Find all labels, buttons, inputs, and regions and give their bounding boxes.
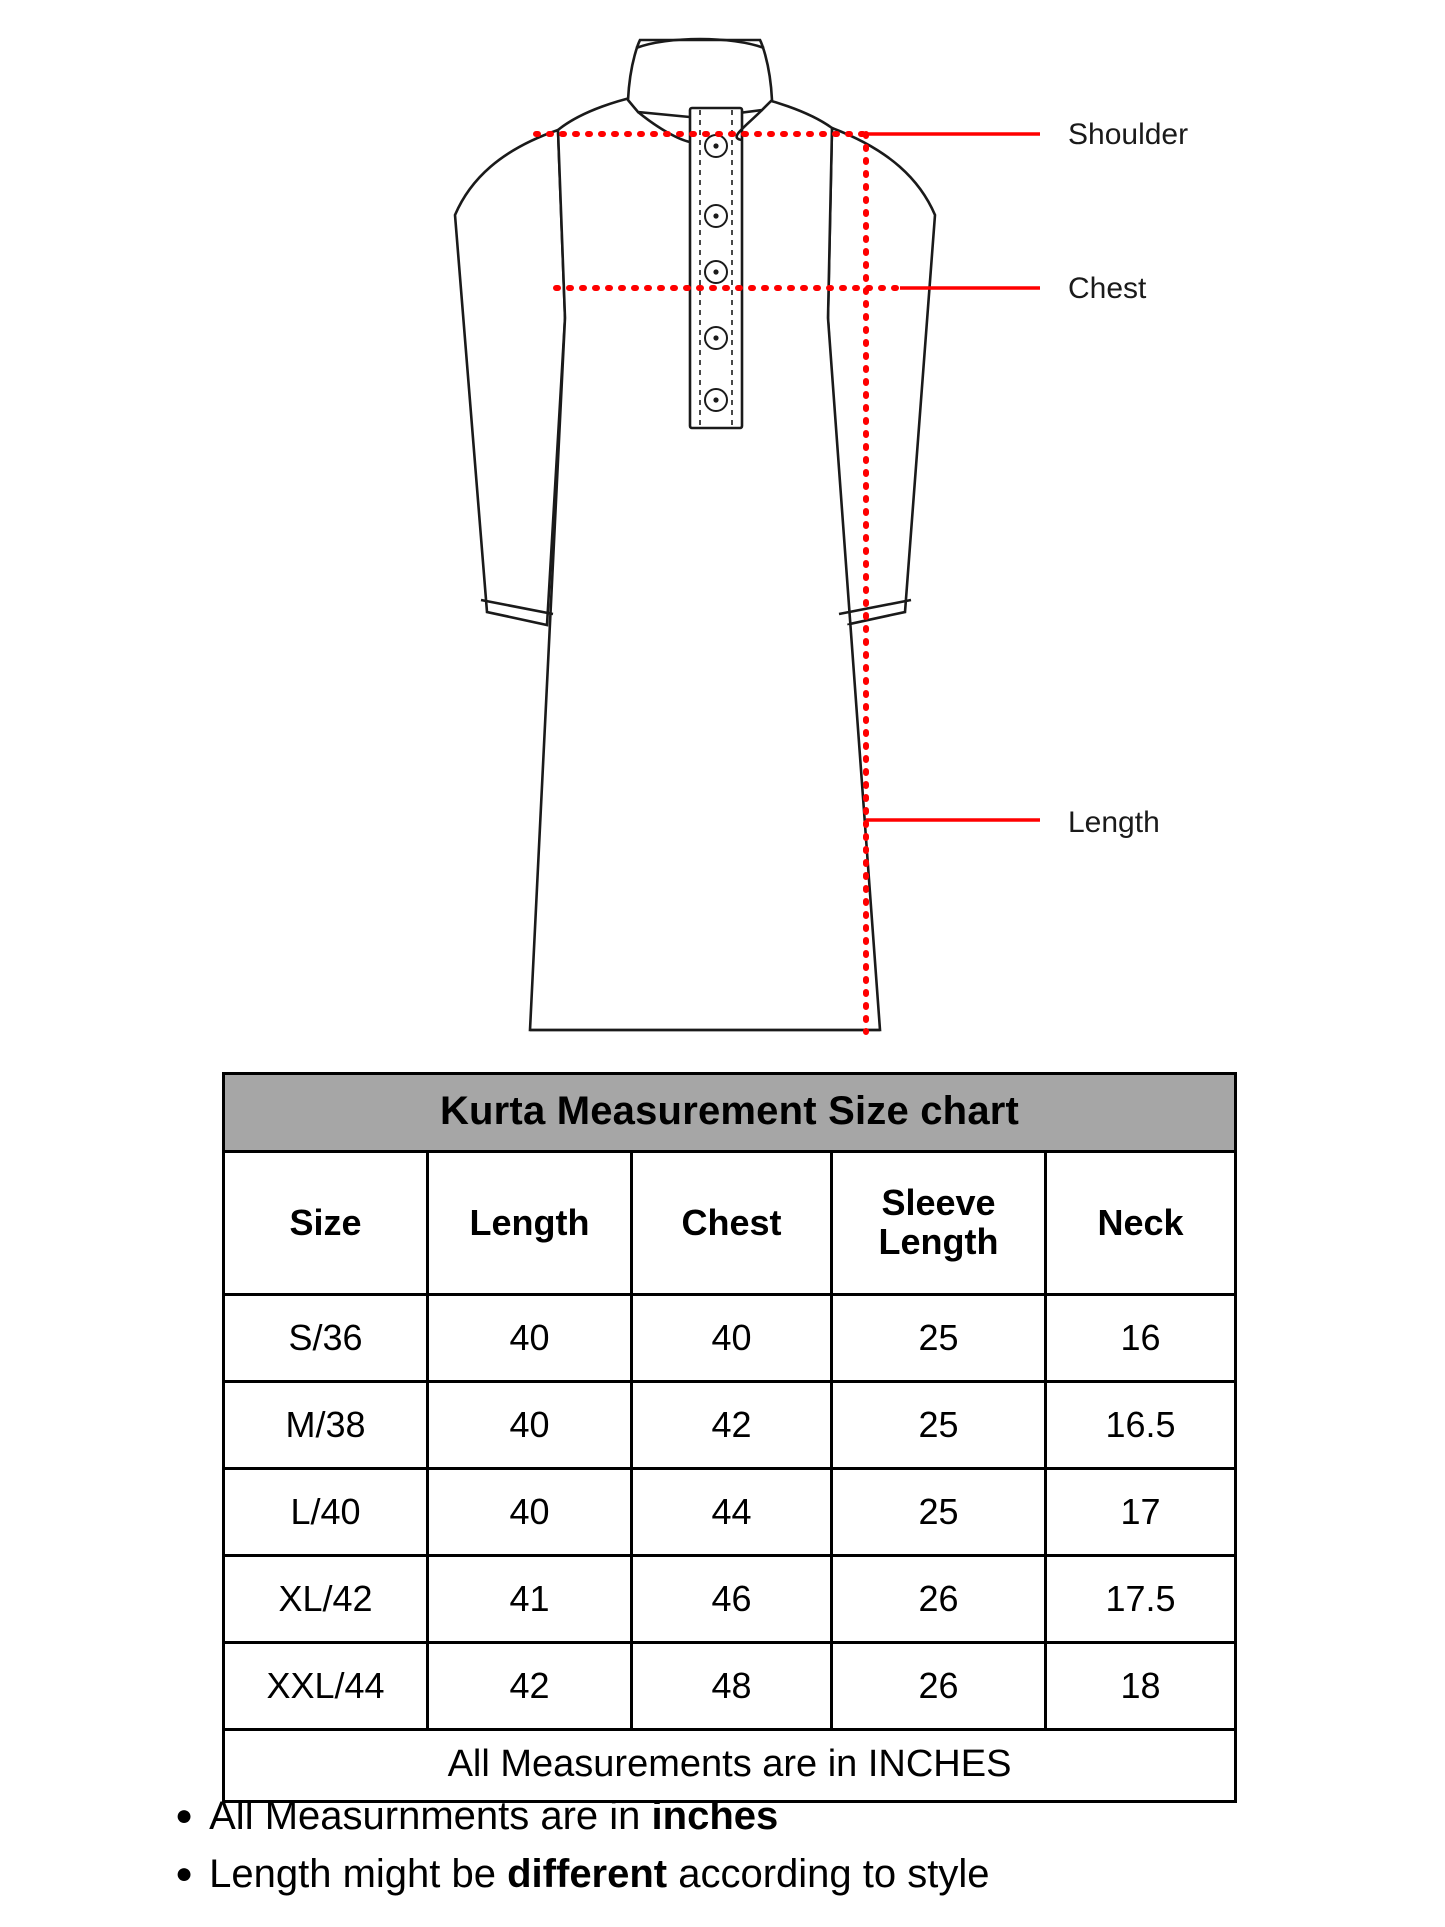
cell-length: 41	[428, 1556, 632, 1643]
notes-list	[175, 1790, 1375, 1906]
cell-size: M/38	[224, 1382, 428, 1469]
note-strong: inches	[651, 1794, 779, 1838]
note-text	[209, 1848, 989, 1900]
column-header-chest: Chest	[632, 1152, 832, 1295]
cell-size: L/40	[224, 1469, 428, 1556]
cell-sleeve: 26	[832, 1643, 1046, 1730]
cell-neck: 18	[1046, 1643, 1236, 1730]
cell-neck: 16.5	[1046, 1382, 1236, 1469]
cell-sleeve: 25	[832, 1469, 1046, 1556]
note-pre: All Measurnments are in	[209, 1794, 652, 1838]
callout-label-shoulder: Shoulder	[1068, 118, 1189, 151]
note-post: according to style	[667, 1852, 990, 1896]
units-footer: All Measurements are in INCHES	[224, 1730, 1236, 1802]
cell-neck: 17	[1046, 1469, 1236, 1556]
cell-size: XXL/44	[224, 1643, 428, 1730]
bullet-icon: ●	[175, 1799, 194, 1832]
cell-neck: 17.5	[1046, 1556, 1236, 1643]
callout-label-length: Length	[1068, 806, 1160, 839]
callout-label-chest: Chest	[1068, 272, 1147, 305]
column-header-sleeve-length	[832, 1152, 1046, 1295]
column-header-size: Size	[224, 1152, 428, 1295]
cell-chest: 44	[632, 1469, 832, 1556]
list-item	[175, 1848, 1375, 1900]
cell-chest: 46	[632, 1556, 832, 1643]
cell-sleeve: 25	[832, 1382, 1046, 1469]
chart-title: Kurta Measurement Size chart	[224, 1074, 1236, 1152]
table-row	[224, 1382, 1236, 1469]
cell-length: 42	[428, 1643, 632, 1730]
table-row	[224, 1295, 1236, 1382]
bullet-icon: ●	[175, 1857, 194, 1890]
note-strong: different	[507, 1852, 668, 1896]
cell-neck: 16	[1046, 1295, 1236, 1382]
table-row	[224, 1643, 1236, 1730]
sleeve-header-line2: Length	[878, 1221, 999, 1262]
cell-length: 40	[428, 1295, 632, 1382]
cell-chest: 48	[632, 1643, 832, 1730]
size-chart-table	[222, 1072, 1237, 1803]
table-row	[224, 1469, 1236, 1556]
cell-size: XL/42	[224, 1556, 428, 1643]
column-header-length: Length	[428, 1152, 632, 1295]
cell-sleeve: 26	[832, 1556, 1046, 1643]
cell-chest: 42	[632, 1382, 832, 1469]
list-item	[175, 1790, 1375, 1842]
cell-sleeve: 25	[832, 1295, 1046, 1382]
cell-length: 40	[428, 1382, 632, 1469]
table-title-row	[224, 1074, 1236, 1152]
size-chart-container	[222, 1072, 1234, 1803]
cell-length: 40	[428, 1469, 632, 1556]
note-pre: Length might be	[209, 1852, 508, 1896]
table-header-row	[224, 1152, 1236, 1295]
note-text	[209, 1790, 778, 1842]
cell-chest: 40	[632, 1295, 832, 1382]
table-row	[224, 1556, 1236, 1643]
cell-size: S/36	[224, 1295, 428, 1382]
sleeve-header-line1: Sleeve	[881, 1182, 996, 1224]
column-header-neck: Neck	[1046, 1152, 1236, 1295]
